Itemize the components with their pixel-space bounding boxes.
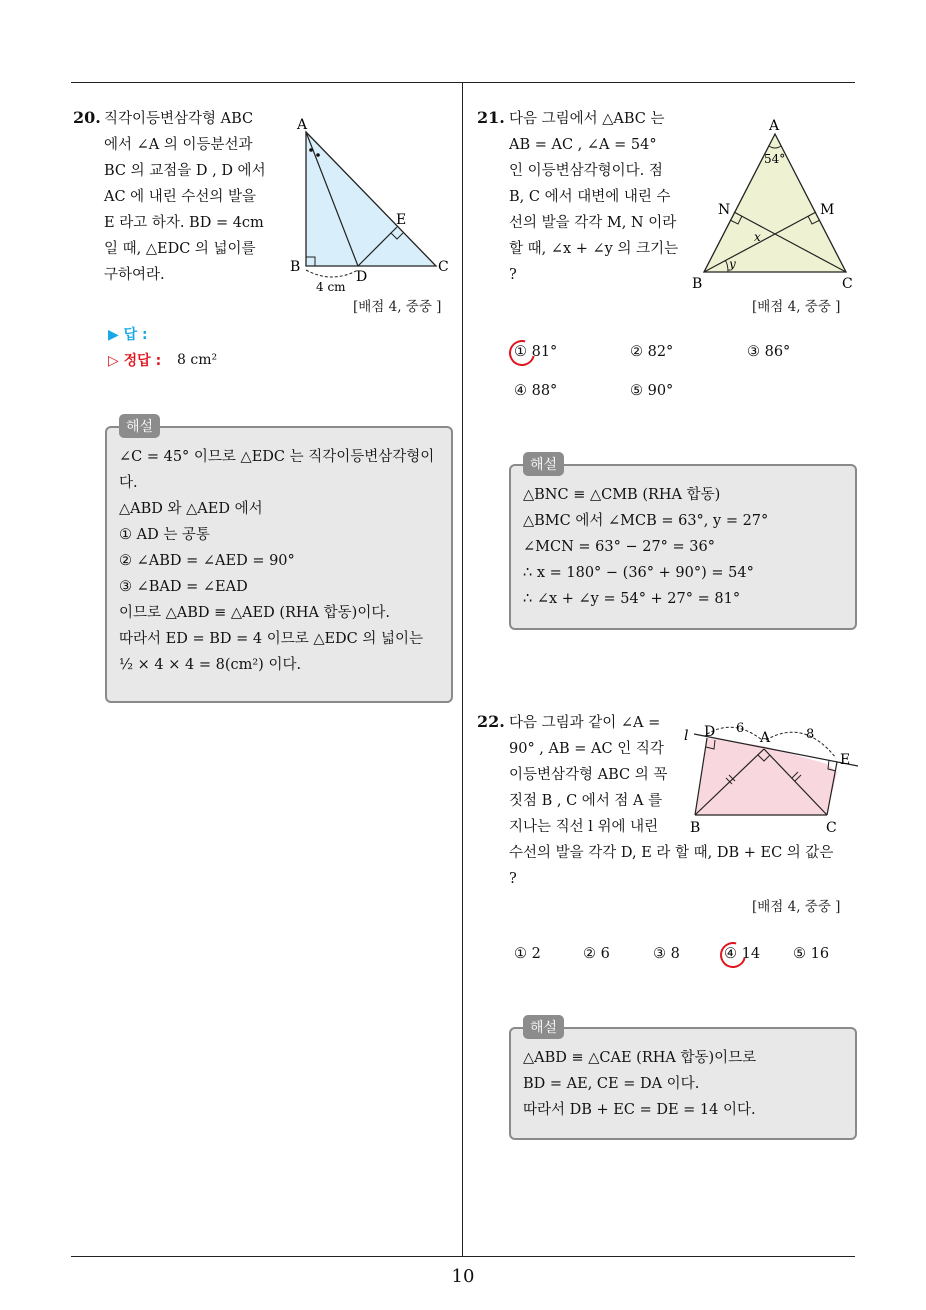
label-m: M [820, 202, 835, 218]
q20-text [104, 106, 274, 288]
q21-line: B, C 에서 대변에 내린 수 [509, 189, 671, 205]
solution-line: 다. [119, 475, 138, 491]
solution-line: ② ∠ABD = ∠AED = 90° [119, 553, 295, 569]
q21-line: 다음 그림에서 △ABC 는 [509, 111, 665, 127]
top-rule [71, 82, 855, 83]
q22-line: 수선의 발을 각각 D, E 라 할 때, DB + EC 의 값은 [509, 845, 834, 861]
q22-choice-4[interactable]: ④ 14 [724, 946, 761, 962]
solution-tag: 해설 [523, 452, 564, 476]
solution-line: ∠C = 45° 이므로 △EDC 는 직각이등변삼각형이 [119, 449, 435, 465]
solution-line: ∠MCN = 63° − 27° = 36° [523, 539, 715, 555]
label-y: y [729, 257, 736, 271]
q22-line: 다음 그림과 같이 ∠A = [509, 715, 661, 731]
q21-choice-5[interactable]: ⑤ 90° [630, 383, 674, 399]
bottom-rule [71, 1256, 855, 1257]
q20-line: 구하여라. [104, 267, 165, 283]
q22-number: 22. [477, 712, 505, 731]
label-c: C [826, 820, 837, 836]
q20-meta: [배점 4, 중중 ] [353, 299, 442, 315]
q20-line: 에서 ∠A 의 이등분선과 [104, 137, 253, 153]
q21-choice-1[interactable]: ① 81° [514, 344, 558, 360]
q22-choice-1[interactable]: ① 2 [514, 946, 541, 962]
q21-text [509, 106, 684, 288]
label-d: D [704, 724, 716, 740]
solution-line: 따라서 ED = BD = 4 이므로 △EDC 의 넓이는 [119, 631, 424, 647]
label-eight: 8 [806, 727, 815, 742]
length-arc [306, 270, 358, 277]
label-angle: 54° [764, 152, 786, 166]
q21-choice-3[interactable]: ③ 86° [747, 344, 791, 360]
triangle-abc [306, 132, 436, 266]
q20-line: AC 에 내린 수선의 발을 [104, 189, 257, 205]
q22-line: 90° , AB = AC 인 직각 [509, 741, 664, 757]
solution-line: 따라서 DB + EC = DE = 14 이다. [523, 1102, 756, 1118]
label-six: 6 [736, 721, 745, 736]
angle-mark-dot [316, 153, 320, 157]
solution-line: BD = AE, CE = DA 이다. [523, 1076, 700, 1092]
q21-number: 21. [477, 108, 505, 127]
q22-line: ? [509, 871, 517, 887]
solution-line: ③ ∠BAD = ∠EAD [119, 579, 248, 595]
q20-line: 일 때, △EDC 의 넓이를 [104, 241, 256, 257]
q21-choice-2[interactable]: ② 82° [630, 344, 674, 360]
q22-meta: [배점 4, 중중 ] [752, 899, 841, 915]
label-a: A [297, 117, 308, 133]
q20-line: E 라고 하자. BD = 4cm [104, 215, 264, 231]
q21-figure [690, 112, 860, 292]
solution-line: ∴ x = 180° − (36° + 90°) = 54° [523, 565, 754, 581]
label-c: C [842, 276, 853, 292]
answer-label: ▶ 답 : [108, 327, 148, 343]
solution-line: ½ × 4 × 4 = 8(cm²) 이다. [119, 657, 302, 673]
q22-figure [682, 712, 862, 840]
solution-line: △ABD 와 △AED 에서 [119, 501, 263, 517]
label-e: E [396, 212, 407, 228]
label-b: B [690, 820, 701, 836]
label-length: 4 cm [316, 280, 346, 294]
q20-line: BC 의 교점을 D , D 에서 [104, 163, 266, 179]
label-a: A [769, 118, 780, 134]
q20-solution-box [105, 426, 453, 703]
label-b: B [290, 259, 301, 275]
solution-line: △BMC 에서 ∠MCB = 63°, y = 27° [523, 513, 769, 529]
solution-line: △BNC ≡ △CMB (RHA 합동) [523, 487, 721, 503]
q20-number: 20. [73, 108, 101, 127]
q22-line: 지나는 직선 l 위에 내린 [509, 819, 659, 835]
label-n: N [718, 202, 731, 218]
column-divider [462, 82, 463, 1256]
solution-line: ① AD 는 공통 [119, 527, 210, 543]
label-d: D [356, 269, 368, 285]
solution-line: 이므로 △ABD ≡ △AED (RHA 합동)이다. [119, 605, 390, 621]
label-l: l [684, 728, 689, 744]
q20-figure [284, 110, 456, 294]
q22-choice-5[interactable]: ⑤ 16 [793, 946, 830, 962]
q21-choice-4[interactable]: ④ 88° [514, 383, 558, 399]
label-c: C [438, 259, 449, 275]
q20-line: 직각이등변삼각형 ABC [104, 111, 254, 127]
q22-choice-2[interactable]: ② 6 [583, 946, 610, 962]
q21-line: AB = AC , ∠A = 54° [509, 137, 657, 153]
q22-solution-box [509, 1027, 857, 1140]
q22-line: 짓점 B , C 에서 점 A 를 [509, 793, 663, 809]
label-x: x [754, 230, 761, 244]
solution-tag: 해설 [119, 414, 160, 438]
label-a: A [760, 730, 771, 746]
q21-line: 선의 발을 각각 M, N 이라 [509, 215, 677, 231]
page-number: 10 [451, 1266, 475, 1287]
correct-label: ▷ 정답 : [108, 353, 162, 369]
q21-line: 할 때, ∠x + ∠y 의 크기는 [509, 241, 679, 257]
solution-line: ∴ ∠x + ∠y = 54° + 27° = 81° [523, 591, 741, 607]
angle-mark-dot [309, 148, 313, 152]
q22-line: 이등변삼각형 ABC 의 꼭 [509, 767, 668, 783]
solution-line: △ABD ≡ △CAE (RHA 합동)이므로 [523, 1050, 757, 1066]
q21-solution-box [509, 464, 857, 630]
q21-line: 인 이등변삼각형이다. 점 [509, 163, 663, 179]
q21-line: ? [509, 267, 517, 283]
label-e: E [840, 752, 851, 768]
q21-meta: [배점 4, 중중 ] [752, 299, 841, 315]
label-b: B [692, 276, 703, 292]
correct-value: 8 cm² [177, 352, 218, 368]
solution-tag: 해설 [523, 1015, 564, 1039]
q22-choice-3[interactable]: ③ 8 [653, 946, 680, 962]
